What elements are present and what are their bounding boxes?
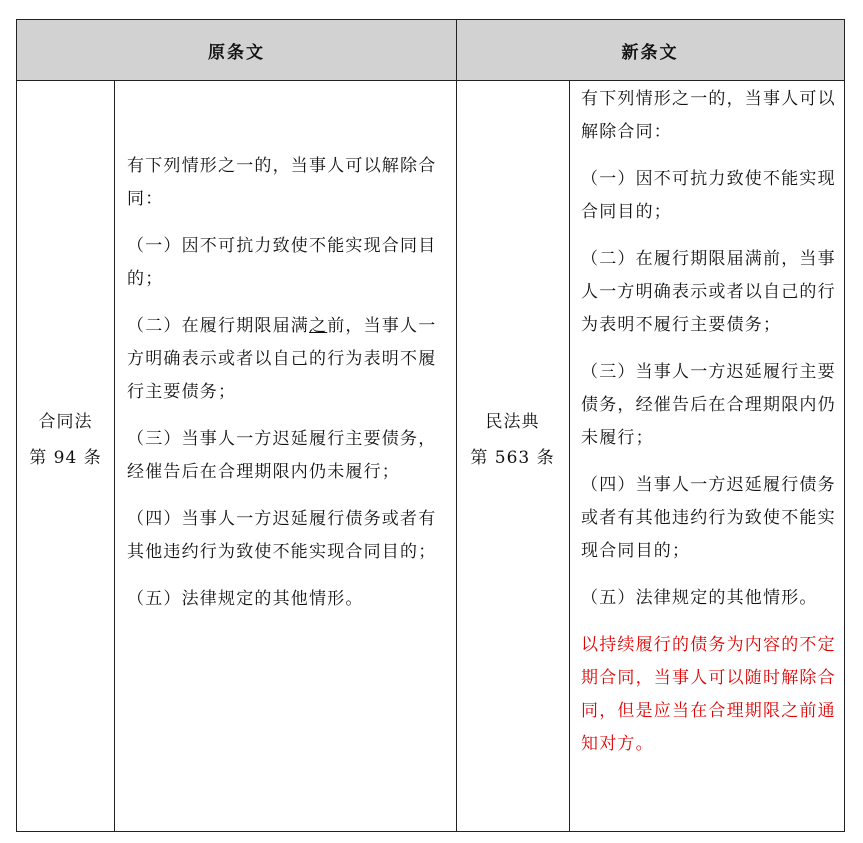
header-original bbox=[17, 20, 456, 81]
right-article-label bbox=[456, 404, 569, 476]
new-article-text bbox=[581, 83, 839, 775]
original-item-2-pre: （二）在履行期限届满 bbox=[127, 316, 309, 336]
new-item-5: （五）法律规定的其他情形。 bbox=[581, 588, 818, 608]
header-new-label: 新条文 bbox=[621, 42, 679, 63]
divider-left bbox=[114, 81, 115, 831]
left-label-article: 第 94 条 bbox=[29, 448, 102, 468]
original-intro: 有下列情形之一的，当事人可以解除合同： bbox=[127, 156, 437, 209]
original-item-4: （四）当事人一方迟延履行债务或者有其他违约行为致使不能实现合同目的； bbox=[127, 509, 437, 562]
header-new bbox=[456, 20, 844, 81]
original-item-2 bbox=[127, 310, 449, 409]
header-original-label: 原条文 bbox=[208, 42, 265, 63]
right-label-article: 第 563 条 bbox=[470, 448, 555, 468]
left-label-law: 合同法 bbox=[38, 412, 93, 432]
original-item-2-underlined: 之 bbox=[309, 316, 328, 336]
original-item-2-post: 前，当事人一方明确表示或者以自己的行为表明不履行主要债务； bbox=[127, 316, 437, 402]
left-article-label bbox=[17, 404, 114, 476]
new-item-2: （二）在履行期限届满前，当事人一方明确表示或者以自己的行为表明不履行主要债务； bbox=[581, 249, 836, 335]
original-item-3: （三）当事人一方迟延履行主要债务，经催告后在合理期限内仍未履行； bbox=[127, 429, 437, 482]
comparison-table bbox=[16, 19, 845, 832]
original-item-1: （一）因不可抗力致使不能实现合同目的； bbox=[127, 236, 437, 289]
new-added-provision: 以持续履行的债务为内容的不定期合同，当事人可以随时解除合同，但是应当在合理期限之前通知对方。 bbox=[581, 635, 836, 754]
divider-right bbox=[569, 81, 570, 831]
new-intro: 有下列情形之一的，当事人可以解除合同： bbox=[581, 89, 836, 142]
original-item-5: （五）法律规定的其他情形。 bbox=[127, 589, 364, 609]
new-item-3: （三）当事人一方迟延履行主要债务，经催告后在合理期限内仍未履行； bbox=[581, 362, 836, 448]
new-item-4: （四）当事人一方迟延履行债务或者有其他违约行为致使不能实现合同目的； bbox=[581, 475, 836, 561]
right-label-law: 民法典 bbox=[485, 412, 540, 432]
new-item-1: （一）因不可抗力致使不能实现合同目的； bbox=[581, 169, 836, 222]
original-article-text bbox=[127, 150, 449, 630]
